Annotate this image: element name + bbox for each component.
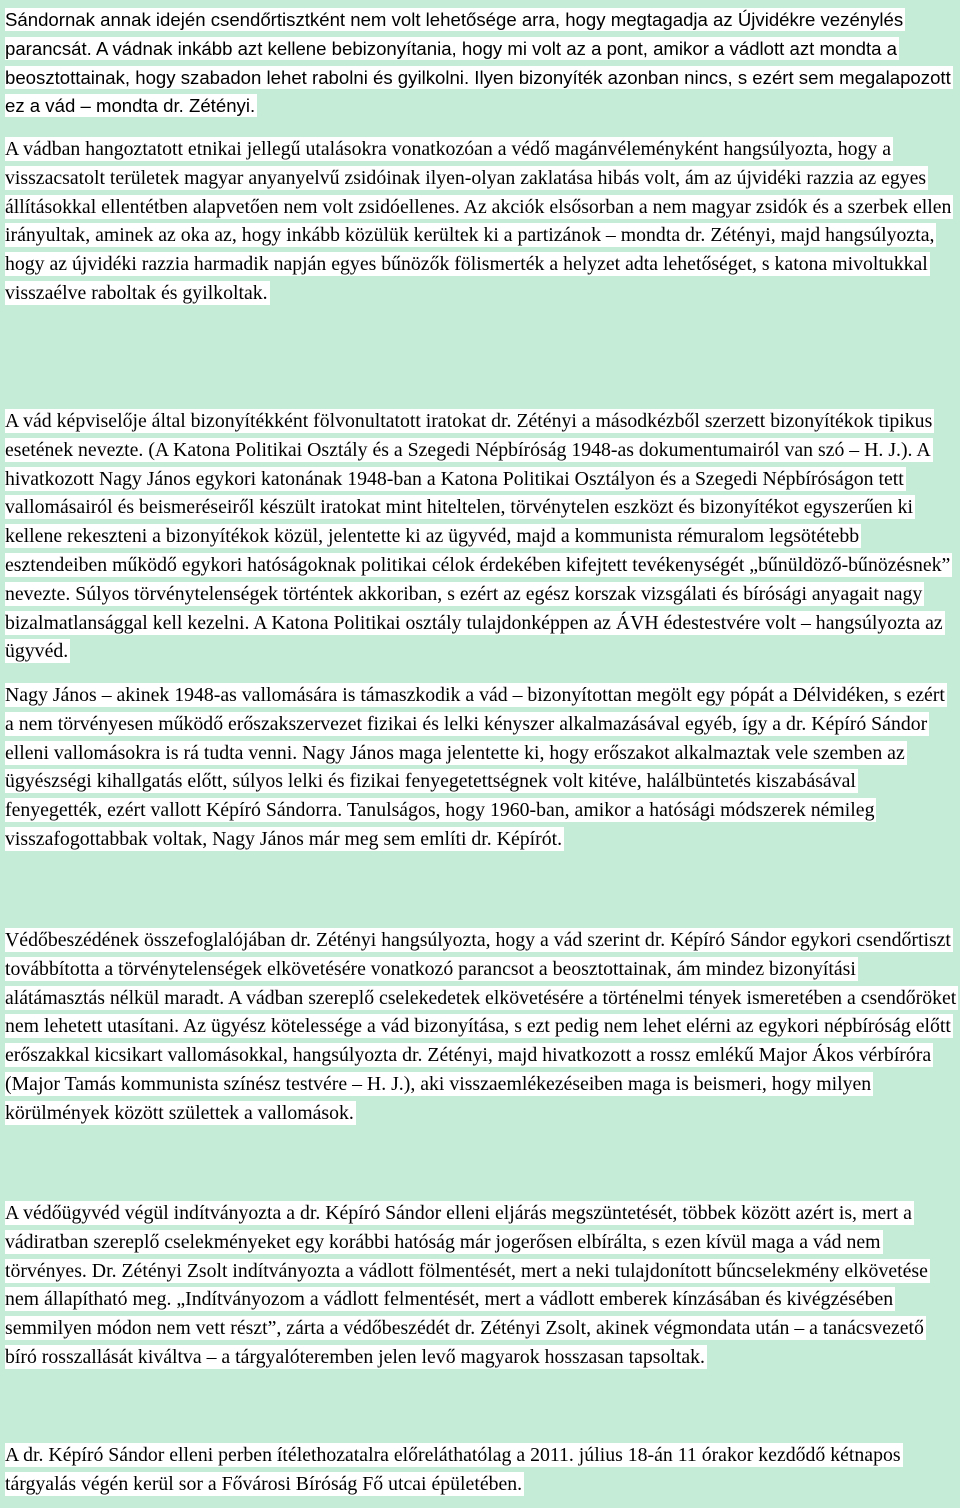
paragraph-4 [5, 681, 957, 854]
paragraph-5-text: Védőbeszédének összefoglalójában dr. Zétényi hangsúlyozta, hogy a vád szerint dr. Képíró Sándor egykori csendőrtiszt továbbította a törvénytelenségek elkövetésére vonatkozó parancsot a beosztottainak, ám mindez bizonyítási alátámasztás nélkül maradt. A vádban szereplő cselekedetek elkövetésére a történelmi tények ismeretében a csendőröket nem lehetett utasítani. Az ügyész kötelessége a vád bizonyítása, s ezt pedig nem lehet elérni az egykori népbíróság előtt erőszakkal kicsikart vallomásokkal, hangsúlyozta dr. Zétényi, majd hivatkozott a rossz emlékű Major Ákos vérbíróra (Major Tamás kommunista színész testvére – H. J.), aki visszaemlékezéseiben maga is beismeri, hogy milyen körülmények között születtek a vallomások. [5, 929, 957, 1124]
paragraph-6-text: A védőügyvéd végül indítványozta a dr. Képíró Sándor elleni eljárás megszüntetését, többek között azért is, mert a vádiratban szereplő cselekményeket egy korábbi hatóság már jogerősen elbírálta, s ezen kívül maga a vád nem törvényes. Dr. Zétényi Zsolt indítványozta a vádlott fölmentését, mert a neki tulajdonított bűncselekmény elkövetése nem állapítható meg. „Indítványozom a vádlott felmentését, mert a vádlott emberek kínzásában és kivégzésében semmilyen módon nem vett részt”, zárta a védőbeszédét dr. Zétényi Zsolt, akinek végmondata után – a tanácsvezető bíró rosszallását kiváltva – a tárgyalóteremben jelen levő magyarok hosszasan tapsoltak. [5, 1202, 928, 1368]
paragraph-1-text: Sándornak annak idején csendőrtisztként nem volt lehetősége arra, hogy megtagadja az Újvidékre vezénylés parancsát. A vádnak inkább azt kellene bebizonyítania, hogy mi volt az a pont, amikor a vádlott azt mondta a beosztottainak, hogy szabadon lehet rabolni és gyilkolni. Ilyen bizonyíték azonban nincs, s ezért sem megalapozott ez a vád – mondta dr. Zétényi. [5, 9, 951, 117]
paragraph-2-text: A vádban hangoztatott etnikai jellegű utalásokra vonatkozóan a védő magánvéleményként hangsúlyozta, hogy a visszacsatolt területek magyar anyanyelvű zsidóinak ilyen-olyan zaklatása hibás volt, ám az újvidéki razzia az egyes állításokkal ellentétben alapvetően nem volt zsidóellenes. Az akciók elsősorban a nem magyar zsidók és a szerbek ellen irányultak, aminek az oka az, hogy inkább közülük kerültek ki a partizánok – mondta dr. Zétényi, majd hangsúlyozta, hogy az újvidéki razzia harmadik napján egyes bűnözők fölismerték a helyzet adta lehetőséget, s katona mivoltukkal visszaélve raboltak és gyilkoltak. [5, 138, 952, 304]
paragraph-6 [5, 1199, 957, 1372]
paragraph-3-text: A vád képviselője által bizonyítékként fölvonultatott iratokat dr. Zétényi a másodkézből szerzett bizonyítékok tipikus esetének nevezte. (A Katona Politikai Osztály és a Szegedi Népbíróság 1948-as dokumentumairól van szó – H. J.). A hivatkozott Nagy János egykori katonának 1948-ban a Katona Politikai Osztályon és a Szegedi Népbíróságon tett vallomásairól és beismeréseiről készült iratokat mint hiteltelen, törvénytelen eszközt és bizonyítékot egyszerűen ki kellene rekeszteni a bizonyítékok közül, jelentette ki az ügyvéd, majd a kommunista rémuralom legsötétebb esztendeiben működő egykori hatóságoknak politikai célok érdekében kifejtett tevékenységét „bűnüldöző-bűnözésnek” nevezte. Súlyos törvénytelenségek történtek akkoriban, s ezért az egész korszak vizsgálati és bírósági anyagait nagy bizalmatlansággal kell kezelni. A Katona Politikai osztály tulajdonképpen az ÁVH édestestvére volt – hangsúlyozta az ügyvéd. [5, 410, 951, 663]
paragraph-7 [5, 1441, 957, 1499]
paragraph-1 [5, 6, 957, 121]
paragraph-5 [5, 926, 957, 1128]
paragraph-4-text: Nagy János – akinek 1948-as vallomására is támaszkodik a vád – bizonyítottan megölt egy pópát a Délvidéken, s ezért a nem törvényesen működő erőszakszervezet fizikai és lelki kényszer alkalmazásával egyéb, így a dr. Képíró Sándor elleni vallomásokra is rá tudta venni. Nagy János maga jelentette ki, hogy erőszakot alkalmaztak vele szemben az ügyészségi kihallgatás előtt, súlyos lelki és fizikai fenyegetettségnek volt kitéve, halálbüntetés kiszabásával fenyegették, ezért vallott Képíró Sándorra. Tanulságos, hogy 1960-ban, amikor a hatósági módszerek némileg visszafogottabbak voltak, Nagy János már meg sem említi dr. Képírót. [5, 684, 945, 850]
paragraph-2 [5, 135, 957, 308]
paragraph-7-text: A dr. Képíró Sándor elleni perben ítélethozatalra előreláthatólag a 2011. július 18-án 11 órakor kezdődő kétnapos tárgyalás végén kerül sor a Fővárosi Bíróság Fő utcai épületében. [5, 1444, 901, 1495]
paragraph-3 [5, 407, 957, 666]
